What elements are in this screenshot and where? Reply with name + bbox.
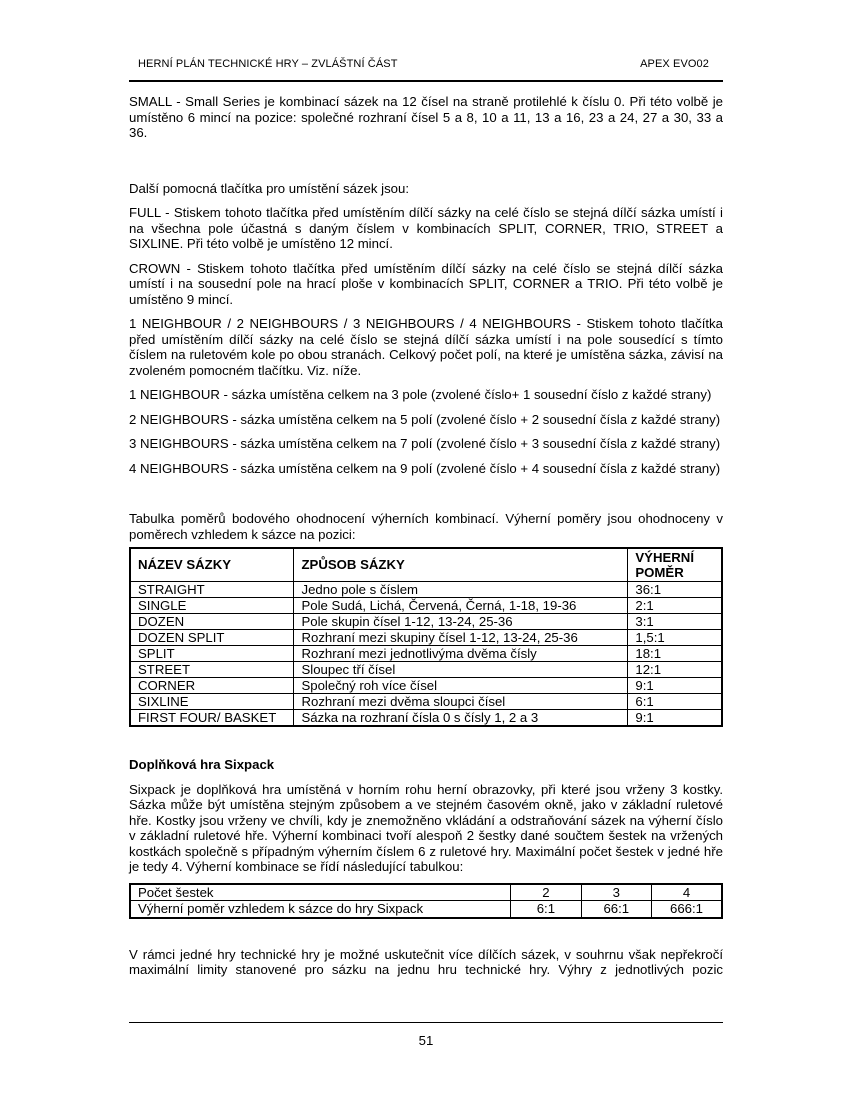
table-row bbox=[130, 693, 722, 709]
header-title: HERNÍ PLÁN TECHNICKÉ HRY – ZVLÁŠTNÍ ČÁST bbox=[138, 58, 398, 70]
page-footer bbox=[129, 1022, 723, 1048]
paragraph-sixpack: Sixpack je doplňková hra umístěná v horním rohu herní obrazovky, při které jsou vrženy 3 kostky. Sázka může být umístěna stejným způsobem a ve stejném časovém okně, jako v základní ruletové hře. Kostky jsou vrženy ve chvíli, kdy je znemožněno vkládání a odstraňování sázek na výherní číslo v základní ruletové hře. Výherní kombinaci tvoří alespoň 2 šestky dané součtem šestek na vržených kostkách společně s případným výherním číslem 6 z ruletové hry. Maximální počet šestek v jedné hře je tedy 4. Výherní kombinace se řídí následující tabulkou: bbox=[129, 781, 723, 874]
table-row bbox=[130, 629, 722, 645]
bet-method-cell: Sázka na rozhraní čísla 0 s čísly 1, 2 a 3 bbox=[294, 709, 628, 726]
paragraph-1-neighbour: 1 NEIGHBOUR - sázka umístěna celkem na 3 pole (zvolené číslo+ 1 sousední číslo z každé strany) bbox=[129, 387, 712, 402]
bet-method-cell: Společný roh více čísel bbox=[294, 677, 628, 693]
header-rule bbox=[129, 80, 723, 82]
table-row bbox=[130, 709, 722, 726]
paragraph-crown: CROWN - Stiskem tohoto tlačítka před umístěním dílčí sázky na celé číslo se stejná dílčí sázka umístí i na sousední pole na hrací ploše v kombinacích SPLIT, CORNER a TRIO. Při této volbě je umístěno 9 mincí. bbox=[129, 260, 723, 307]
bet-method-cell: Pole Sudá, Lichá, Červená, Černá, 1-18, 19-36 bbox=[294, 597, 628, 613]
sixpack-count-cell: 4 bbox=[652, 884, 722, 901]
paragraph-closing: V rámci jedné hry technické hry je možné uskutečnit více dílčích sázek, v souhrnu však nepřekročí maximální limity stanovené pro sázku na jednu hru technické hry. Výhry z jednotlivých pozic bbox=[129, 946, 723, 977]
bet-ratio-cell: 9:1 bbox=[628, 677, 722, 693]
bet-method-cell: Rozhraní mezi dvěma sloupci čísel bbox=[294, 693, 628, 709]
bets-ratio-table bbox=[129, 547, 723, 727]
table-row bbox=[130, 613, 722, 629]
sixpack-label-cell: Výherní poměr vzhledem k sázce do hry Sixpack bbox=[130, 901, 511, 918]
sixpack-ratio-table bbox=[129, 883, 723, 919]
bet-name-cell: CORNER bbox=[130, 677, 294, 693]
paragraph-2-neighbours: 2 NEIGHBOURS - sázka umístěna celkem na 5 polí (zvolené číslo + 2 sousední čísla z každé strany) bbox=[129, 411, 721, 427]
bet-name-cell: DOZEN bbox=[130, 613, 294, 629]
bet-ratio-cell: 1,5:1 bbox=[628, 629, 722, 645]
bet-ratio-cell: 18:1 bbox=[628, 645, 722, 661]
paragraph-other-buttons-intro: Další pomocná tlačítka pro umístění sázek jsou: bbox=[129, 180, 409, 196]
footer-rule bbox=[129, 1022, 723, 1023]
bet-name-cell: DOZEN SPLIT bbox=[130, 629, 294, 645]
bet-ratio-cell: 3:1 bbox=[628, 613, 722, 629]
bet-ratio-cell: 9:1 bbox=[628, 709, 722, 726]
column-header-bet-name: NÁZEV SÁZKY bbox=[130, 548, 294, 581]
paragraph-full: FULL - Stiskem tohoto tlačítka před umístěním dílčí sázky na celé číslo se stejná dílčí sázka umístí i na všechna pole účastná s daným číslem v kombinacích SPLIT, CORNER, TRIO, STREET a SIXLINE. Při této volbě je umístěno 12 mincí. bbox=[129, 205, 723, 251]
bet-method-cell: Pole skupin čísel 1-12, 13-24, 25-36 bbox=[294, 613, 628, 629]
page-header bbox=[129, 58, 723, 71]
bet-name-cell: FIRST FOUR/ BASKET bbox=[130, 709, 294, 726]
table-row bbox=[130, 677, 722, 693]
page-number: 51 bbox=[418, 1033, 434, 1048]
column-header-bet-method: ZPŮSOB SÁZKY bbox=[294, 548, 628, 581]
bet-ratio-cell: 2:1 bbox=[628, 597, 722, 613]
bet-name-cell: SIXLINE bbox=[130, 693, 294, 709]
bet-ratio-cell: 6:1 bbox=[628, 693, 722, 709]
sixpack-ratio-cell: 66:1 bbox=[581, 901, 651, 918]
paragraph-table-intro: Tabulka poměrů bodového ohodnocení výherních kombinací. Výherní poměry jsou ohodnoceny v poměrech vzhledem k sázce na pozici: bbox=[129, 511, 723, 542]
table-row bbox=[130, 901, 722, 918]
sixpack-heading: Doplňková hra Sixpack bbox=[129, 756, 275, 772]
paragraph-small-series: SMALL - Small Series je kombinací sázek na 12 čísel na straně protilehlé k číslu 0. Při této volbě je umístěno 6 mincí na pozice: společné rozhraní čísel 5 a 8, 10 a 11, 13 a 16, 23 a 24, 27 a 30, 33 a 36. bbox=[129, 94, 723, 140]
bet-ratio-cell: 12:1 bbox=[628, 661, 722, 677]
bet-method-cell: Rozhraní mezi skupiny čísel 1-12, 13-24, 25-36 bbox=[294, 629, 628, 645]
bet-method-cell: Rozhraní mezi jednotlivýma dvěma čísly bbox=[294, 645, 628, 661]
bet-name-cell: STRAIGHT bbox=[130, 581, 294, 597]
table-row bbox=[130, 597, 722, 613]
column-header-win-ratio: VÝHERNÍ POMĚR bbox=[628, 548, 722, 581]
table-header-row bbox=[130, 548, 722, 581]
paragraph-3-neighbours: 3 NEIGHBOURS - sázka umístěna celkem na 7 polí (zvolené číslo + 3 sousední čísla z každé strany) bbox=[129, 436, 721, 451]
header-doc-code: APEX EVO02 bbox=[640, 58, 709, 70]
sixpack-count-cell: 2 bbox=[511, 884, 581, 901]
bet-name-cell: SINGLE bbox=[130, 597, 294, 613]
page-content bbox=[129, 58, 723, 978]
bet-method-cell: Jedno pole s číslem bbox=[294, 581, 628, 597]
table-row bbox=[130, 884, 722, 901]
table-row bbox=[130, 661, 722, 677]
table-row bbox=[130, 581, 722, 597]
sixpack-ratio-cell: 6:1 bbox=[511, 901, 581, 918]
paragraph-neighbours-overview: 1 NEIGHBOUR / 2 NEIGHBOURS / 3 NEIGHBOURS / 4 NEIGHBOURS - Stiskem tohoto tlačítka před umístěním dílčí sázky na celé číslo se stejná dílčí sázka umístí i na pole sousedící s tímto číslem na ruletovém kole po obou stranách. Celkový počet polí, na které je umístěna sázka, závisí na zvoleném pomocném tlačítku. Viz. níže. bbox=[129, 316, 723, 378]
bet-name-cell: SPLIT bbox=[130, 645, 294, 661]
paragraph-4-neighbours: 4 NEIGHBOURS - sázka umístěna celkem na 9 polí (zvolené číslo + 4 sousední čísla z každé strany) bbox=[129, 460, 721, 476]
bet-name-cell: STREET bbox=[130, 661, 294, 677]
sixpack-label-cell: Počet šestek bbox=[130, 884, 511, 901]
sixpack-count-cell: 3 bbox=[581, 884, 651, 901]
bet-method-cell: Sloupec tří čísel bbox=[294, 661, 628, 677]
sixpack-ratio-cell: 666:1 bbox=[652, 901, 722, 918]
bet-ratio-cell: 36:1 bbox=[628, 581, 722, 597]
table-row bbox=[130, 645, 722, 661]
